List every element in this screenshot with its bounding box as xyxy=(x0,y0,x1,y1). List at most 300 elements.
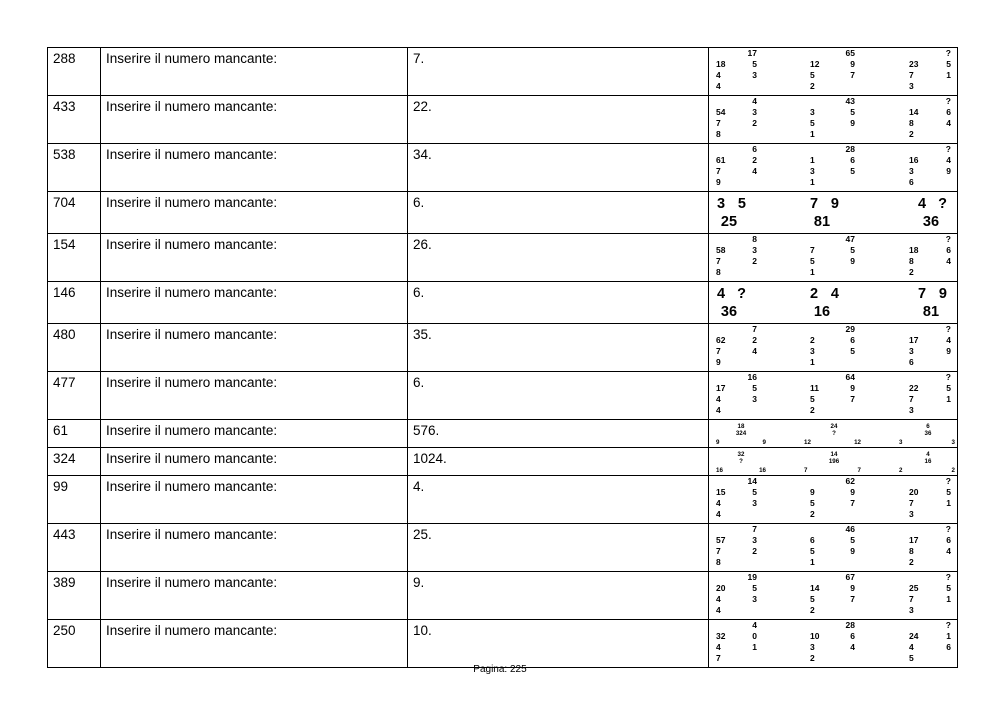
figure-number: 81 xyxy=(922,304,940,320)
figure-number: 4 xyxy=(752,96,757,106)
row-id: 99 xyxy=(48,476,101,524)
figure-number: 6 xyxy=(946,107,951,117)
figure-number: 3 xyxy=(717,196,726,212)
number-figure xyxy=(709,192,958,234)
figure-number: 2 xyxy=(752,118,757,128)
figure-number: 2 xyxy=(909,267,914,277)
figure-number: 20 xyxy=(716,583,726,593)
figure-number: 3 xyxy=(909,346,914,356)
figure-number: 3 xyxy=(752,594,757,604)
figure-number: 9 xyxy=(850,59,855,69)
figure-number: ? xyxy=(945,48,951,58)
figure-number: 4 xyxy=(946,256,951,266)
figure-number: 4 xyxy=(716,605,721,615)
figure-number: 12 xyxy=(810,59,820,69)
figure-number: 9 xyxy=(850,487,855,497)
answer-text: 35. xyxy=(408,324,709,372)
figure-number: 11 xyxy=(810,383,819,393)
figure-graphic xyxy=(709,572,957,619)
figure-number: 2 xyxy=(909,129,914,139)
row-id: 61 xyxy=(48,420,101,448)
figure-number: 7 xyxy=(909,594,914,604)
figure-number: 1 xyxy=(810,557,815,567)
question-text: Inserire il numero mancante: xyxy=(101,282,408,324)
figure-number: 4 xyxy=(716,394,721,404)
figure-number: 8 xyxy=(716,129,721,139)
figure-number: 7 xyxy=(716,346,721,356)
figure-number: 14 xyxy=(909,107,919,117)
table-row xyxy=(48,282,958,324)
number-figure xyxy=(709,448,958,476)
figure-number: 61 xyxy=(716,155,726,165)
figure-number: 3 xyxy=(810,107,815,117)
figure-number: 5 xyxy=(810,118,815,128)
figure-number: 8 xyxy=(909,546,914,556)
figure-number: 8 xyxy=(909,256,914,266)
figure-number: 32 xyxy=(737,451,745,458)
figure-number: 6 xyxy=(909,177,914,187)
answer-text: 10. xyxy=(408,620,709,668)
row-id: 477 xyxy=(48,372,101,420)
figure-number: ? xyxy=(945,620,951,630)
figure-number: 4 xyxy=(716,594,721,604)
figure-number: 9 xyxy=(830,196,839,212)
number-figure xyxy=(709,524,958,572)
figure-number: 5 xyxy=(810,498,815,508)
question-text: Inserire il numero mancante: xyxy=(101,476,408,524)
figure-number: 22 xyxy=(909,383,919,393)
figure-graphic xyxy=(709,48,957,95)
figure-number: 9 xyxy=(762,439,766,446)
figure-number: 7 xyxy=(804,467,808,474)
table-row xyxy=(48,192,958,234)
table-row xyxy=(48,372,958,420)
figure-number: 7 xyxy=(716,546,721,556)
figure-number: 16 xyxy=(759,467,766,474)
figure-number: 5 xyxy=(737,196,746,212)
figure-number: 3 xyxy=(752,70,757,80)
figure-number: 4 xyxy=(946,155,951,165)
figure-number: 3 xyxy=(810,642,815,652)
figure-graphic xyxy=(709,144,957,191)
figure-number: 2 xyxy=(810,405,815,415)
figure-number: 54 xyxy=(716,107,726,117)
row-id: 250 xyxy=(48,620,101,668)
row-id: 154 xyxy=(48,234,101,282)
figure-number: 5 xyxy=(850,166,855,176)
answer-text: 25. xyxy=(408,524,709,572)
row-id: 538 xyxy=(48,144,101,192)
figure-number: 17 xyxy=(909,335,919,345)
figure-number: 36 xyxy=(922,214,940,230)
figure-number: 18 xyxy=(909,245,919,255)
figure-number: 4 xyxy=(909,642,914,652)
figure-number: 4 xyxy=(716,70,721,80)
table-row xyxy=(48,324,958,372)
figure-number: 1 xyxy=(810,267,815,277)
figure-number: 2 xyxy=(810,605,815,615)
figure-number: 67 xyxy=(845,572,855,582)
figure-number: 7 xyxy=(850,498,855,508)
figure-number: 4 xyxy=(716,509,721,519)
figure-number: 16 xyxy=(747,372,757,382)
figure-number: 17 xyxy=(747,48,757,58)
figure-number: 7 xyxy=(810,245,815,255)
figure-number: 9 xyxy=(716,357,721,367)
row-id: 146 xyxy=(48,282,101,324)
figure-number: 5 xyxy=(850,346,855,356)
figure-number: 16 xyxy=(909,155,919,165)
figure-number: 24 xyxy=(909,631,919,641)
figure-number: 16 xyxy=(716,467,723,474)
figure-number: 65 xyxy=(845,48,855,58)
figure-number: 7 xyxy=(909,394,914,404)
figure-graphic xyxy=(709,324,957,371)
figure-number: 5 xyxy=(752,583,757,593)
figure-number: 16 xyxy=(813,304,831,320)
table-row xyxy=(48,448,958,476)
figure-number: ? xyxy=(832,430,836,437)
figure-number: 8 xyxy=(909,118,914,128)
figure-number: 3 xyxy=(899,439,903,446)
figure-number: 9 xyxy=(850,546,855,556)
figure-number: 7 xyxy=(909,498,914,508)
row-id: 443 xyxy=(48,524,101,572)
number-figure xyxy=(709,572,958,620)
figure-number: 7 xyxy=(850,70,855,80)
question-text: Inserire il numero mancante: xyxy=(101,48,408,96)
figure-graphic xyxy=(709,372,957,419)
figure-number: 324 xyxy=(735,430,747,437)
number-figure xyxy=(709,96,958,144)
figure-number: 3 xyxy=(810,166,815,176)
figure-number: ? xyxy=(737,286,746,302)
number-figure xyxy=(709,48,958,96)
figure-number: 4 xyxy=(946,118,951,128)
row-id: 288 xyxy=(48,48,101,96)
answer-text: 34. xyxy=(408,144,709,192)
figure-number: 1 xyxy=(946,70,951,80)
figure-number: 2 xyxy=(752,546,757,556)
figure-number: 4 xyxy=(752,166,757,176)
row-id: 704 xyxy=(48,192,101,234)
figure-number: 7 xyxy=(716,118,721,128)
figure-number: 4 xyxy=(850,642,855,652)
figure-number: 3 xyxy=(752,535,757,545)
question-text: Inserire il numero mancante: xyxy=(101,620,408,668)
figure-number: 9 xyxy=(850,583,855,593)
figure-number: 14 xyxy=(830,451,838,458)
figure-number: 5 xyxy=(850,245,855,255)
question-text: Inserire il numero mancante: xyxy=(101,234,408,282)
figure-number: 19 xyxy=(747,572,757,582)
figure-number: 28 xyxy=(845,144,855,154)
answer-text: 9. xyxy=(408,572,709,620)
figure-number: 9 xyxy=(716,439,720,446)
figure-number: ? xyxy=(945,524,951,534)
figure-number: 5 xyxy=(810,546,815,556)
figure-number: 81 xyxy=(813,214,831,230)
page-footer: Pagina: 225 xyxy=(473,664,527,675)
figure-number: 5 xyxy=(810,256,815,266)
figure-number: 2 xyxy=(752,155,757,165)
figure-number: 5 xyxy=(946,59,951,69)
figure-number: 24 xyxy=(830,423,838,430)
question-text: Inserire il numero mancante: xyxy=(101,572,408,620)
figure-number: 5 xyxy=(752,487,757,497)
answer-text: 6. xyxy=(408,192,709,234)
table-row xyxy=(48,420,958,448)
figure-graphic xyxy=(709,476,957,523)
figure-number: 2 xyxy=(810,653,815,663)
figure-number: 6 xyxy=(850,155,855,165)
figure-number: 9 xyxy=(850,383,855,393)
figure-number: 2 xyxy=(810,335,815,345)
number-figure xyxy=(709,234,958,282)
figure-number: 3 xyxy=(810,346,815,356)
figure-number: 7 xyxy=(716,166,721,176)
figure-number: 5 xyxy=(810,70,815,80)
figure-number: ? xyxy=(945,234,951,244)
figure-number: 7 xyxy=(752,324,757,334)
figure-number: 4 xyxy=(830,286,839,302)
figure-number: 4 xyxy=(716,498,721,508)
figure-number: 4 xyxy=(752,620,757,630)
table-row xyxy=(48,48,958,96)
figure-number: 9 xyxy=(946,346,951,356)
figure-number: 6 xyxy=(926,423,930,430)
figure-graphic xyxy=(709,282,957,323)
table-row xyxy=(48,144,958,192)
figure-number: 4 xyxy=(918,196,927,212)
figure-number: 28 xyxy=(845,620,855,630)
figure-number: 18 xyxy=(737,423,745,430)
figure-number: 18 xyxy=(716,59,726,69)
figure-number: 3 xyxy=(909,166,914,176)
figure-number: ? xyxy=(945,96,951,106)
figure-number: 3 xyxy=(909,81,914,91)
figure-number: 5 xyxy=(752,383,757,393)
figure-number: 2 xyxy=(899,467,903,474)
figure-number: ? xyxy=(739,458,743,465)
figure-number: 25 xyxy=(909,583,919,593)
figure-number: 3 xyxy=(909,509,914,519)
figure-number: 196 xyxy=(828,458,840,465)
figure-number: 0 xyxy=(752,631,757,641)
figure-number: 4 xyxy=(926,451,930,458)
figure-number: 4 xyxy=(946,546,951,556)
figure-number: ? xyxy=(945,372,951,382)
number-figure xyxy=(709,144,958,192)
answer-text: 1024. xyxy=(408,448,709,476)
figure-number: 25 xyxy=(720,214,738,230)
number-figure xyxy=(709,372,958,420)
figure-graphic xyxy=(709,234,957,281)
figure-number: 4 xyxy=(717,286,726,302)
figure-number: 3 xyxy=(752,245,757,255)
answer-text: 576. xyxy=(408,420,709,448)
answer-text: 7. xyxy=(408,48,709,96)
number-figure xyxy=(709,282,958,324)
figure-number: 5 xyxy=(946,383,951,393)
figure-number: 5 xyxy=(850,535,855,545)
figure-number: 17 xyxy=(909,535,919,545)
figure-number: 2 xyxy=(752,256,757,266)
figure-number: 6 xyxy=(909,357,914,367)
table-row xyxy=(48,524,958,572)
row-id: 480 xyxy=(48,324,101,372)
figure-graphic xyxy=(709,192,957,233)
answer-text: 22. xyxy=(408,96,709,144)
answer-text: 4. xyxy=(408,476,709,524)
question-text: Inserire il numero mancante: xyxy=(101,448,408,476)
figure-number: 1 xyxy=(946,631,951,641)
question-text: Inserire il numero mancante: xyxy=(101,324,408,372)
number-figure xyxy=(709,420,958,448)
figure-number: ? xyxy=(945,324,951,334)
figure-number: 36 xyxy=(924,430,932,437)
figure-number: 6 xyxy=(946,535,951,545)
figure-number: 7 xyxy=(752,524,757,534)
figure-number: 1 xyxy=(810,129,815,139)
figure-number: 1 xyxy=(810,357,815,367)
figure-number: ? xyxy=(945,144,951,154)
figure-number: 5 xyxy=(810,594,815,604)
figure-number: 9 xyxy=(716,177,721,187)
figure-number: 4 xyxy=(946,335,951,345)
figure-number: 3 xyxy=(752,394,757,404)
figure-number: 6 xyxy=(850,335,855,345)
figure-number: 9 xyxy=(850,256,855,266)
figure-number: 7 xyxy=(810,196,819,212)
figure-number: 5 xyxy=(909,653,914,663)
table-row xyxy=(48,572,958,620)
figure-number: 5 xyxy=(946,583,951,593)
figure-number: 3 xyxy=(752,107,757,117)
question-text: Inserire il numero mancante: xyxy=(101,372,408,420)
figure-number: 7 xyxy=(716,653,721,663)
figure-number: 7 xyxy=(918,286,927,302)
figure-number: 2 xyxy=(810,286,819,302)
question-text: Inserire il numero mancante: xyxy=(101,96,408,144)
figure-number: 7 xyxy=(909,70,914,80)
table-row xyxy=(48,234,958,282)
figure-number: 6 xyxy=(946,642,951,652)
number-figure xyxy=(709,324,958,372)
figure-number: 5 xyxy=(946,487,951,497)
figure-number: 58 xyxy=(716,245,726,255)
figure-number: 20 xyxy=(909,487,919,497)
figure-number: 43 xyxy=(845,96,855,106)
answer-text: 6. xyxy=(408,282,709,324)
row-id: 389 xyxy=(48,572,101,620)
figure-number: 7 xyxy=(850,594,855,604)
puzzle-table-body xyxy=(48,48,958,668)
row-id: 324 xyxy=(48,448,101,476)
figure-number: 57 xyxy=(716,535,726,545)
number-figure xyxy=(709,620,958,668)
figure-number: 62 xyxy=(716,335,726,345)
figure-number: 8 xyxy=(752,234,757,244)
figure-number: 1 xyxy=(946,594,951,604)
figure-number: 12 xyxy=(804,439,811,446)
figure-number: 29 xyxy=(845,324,855,334)
figure-graphic xyxy=(709,524,957,571)
figure-number: 6 xyxy=(810,535,815,545)
figure-number: 14 xyxy=(747,476,757,486)
figure-number: 32 xyxy=(716,631,726,641)
figure-number: 5 xyxy=(850,107,855,117)
figure-number: 12 xyxy=(854,439,861,446)
figure-number: 7 xyxy=(850,394,855,404)
figure-number: 2 xyxy=(909,557,914,567)
figure-number: 5 xyxy=(752,59,757,69)
figure-number: 46 xyxy=(845,524,855,534)
figure-number: 4 xyxy=(752,346,757,356)
figure-graphic xyxy=(709,420,957,447)
figure-number: 1 xyxy=(946,498,951,508)
figure-number: ? xyxy=(945,572,951,582)
figure-number: 17 xyxy=(716,383,726,393)
figure-graphic xyxy=(709,448,957,475)
figure-graphic xyxy=(709,620,957,667)
row-id: 433 xyxy=(48,96,101,144)
figure-number: 64 xyxy=(845,372,855,382)
figure-number: 1 xyxy=(810,177,815,187)
figure-number: 9 xyxy=(938,286,947,302)
figure-number: 15 xyxy=(716,487,726,497)
figure-number: 14 xyxy=(810,583,820,593)
figure-number: 1 xyxy=(810,155,815,165)
figure-number: 9 xyxy=(850,118,855,128)
table-row xyxy=(48,96,958,144)
figure-number: 4 xyxy=(716,81,721,91)
figure-number: 23 xyxy=(909,59,919,69)
figure-number: 7 xyxy=(857,467,861,474)
figure-number: 9 xyxy=(810,487,815,497)
question-text: Inserire il numero mancante: xyxy=(101,524,408,572)
figure-number: ? xyxy=(938,196,947,212)
figure-number: 2 xyxy=(752,335,757,345)
answer-text: 26. xyxy=(408,234,709,282)
figure-number: 2 xyxy=(951,467,955,474)
table-row xyxy=(48,476,958,524)
figure-number: 3 xyxy=(909,405,914,415)
number-figure xyxy=(709,476,958,524)
figure-number: 1 xyxy=(752,642,757,652)
figure-number: 10 xyxy=(810,631,820,641)
figure-number: 4 xyxy=(716,405,721,415)
figure-number: 7 xyxy=(716,256,721,266)
figure-number: 6 xyxy=(946,245,951,255)
table-row xyxy=(48,620,958,668)
figure-number: ? xyxy=(945,476,951,486)
figure-number: 5 xyxy=(810,394,815,404)
figure-number: 3 xyxy=(909,605,914,615)
figure-number: 4 xyxy=(716,642,721,652)
figure-number: 47 xyxy=(845,234,855,244)
figure-number: 1 xyxy=(946,394,951,404)
figure-number: 9 xyxy=(946,166,951,176)
figure-number: 16 xyxy=(924,458,932,465)
figure-number: 8 xyxy=(716,267,721,277)
question-text: Inserire il numero mancante: xyxy=(101,420,408,448)
figure-graphic xyxy=(709,96,957,143)
question-text: Inserire il numero mancante: xyxy=(101,192,408,234)
figure-number: 36 xyxy=(720,304,738,320)
figure-number: 2 xyxy=(810,81,815,91)
figure-number: 6 xyxy=(752,144,757,154)
